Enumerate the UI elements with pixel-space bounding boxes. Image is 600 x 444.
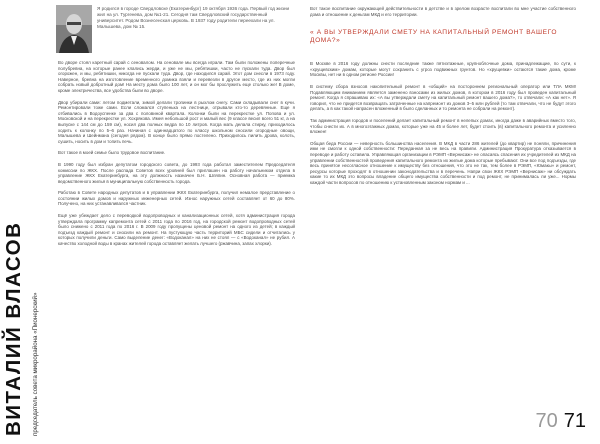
paragraph: Так администрация городов и поселений делает капитальный ремонт в нелепых домах, иногда даже в аварийных вместо того, чтобы снести их. А в многоэтажных домах, которые уже на 45 и более лет, будет стоить (в) капитального ремонта и усиленно вложен! [310, 117, 576, 135]
page-number-left: 70 [535, 410, 558, 432]
page-number-right: 71 [563, 410, 586, 432]
paragraph: Двор убирали сами: летом подметали, зимой делали тропинки в рыхлом снегу. Сами складывали снег в кучи. Ремонтировали тоже сами. Если сломался ступенька на лестнице, отрывали кто-то деревянные. Еще я отбивались в Водоуспенке за два с половиной квартала. Колонки были на перекрестке ул. Попова и ул. Московской и на перекрестке ул. Хохрякова. Имея небольшой рост и малый вес (9 классе весил всего 51 кг, а на выпуске с 144 см до 159 см), носил два полных ведра по 10 литров. Когда мать делала стирку, приходилось ходить к колонку по 5–6 раз. Начиная с одиннадцатого по классу школьном сносили огородные овощи, Малышева и Шейнмана (сегодня рядом). В конце было прямо постелено. Приходилось пилить дрова, колоть, сушить, носить в дом и топить печь. [58, 99, 295, 144]
paragraph: Ещё уже убеждает дело с переводкой водопроводных и канализационных сетей, хотя администрация города утверждала программу капремонта сетей с 2011 года по 2016 год, на городской ремонт водопроводных сетей было снижено с 2011 года по 2016 г. В 2009 году пропущены ценовой ремонт на одного из детей; в каждый подъезд каждый ремонт и сносили на ремонт. На пустующую часть территорий МБС сидели и отчитались у которых получили деньги. Само выделение денег: «Водоканал» на них не стоял — с «Водоканал» не рубил. А качество холодной воды в кранах жителей города оставляет желать лучшего (ржавчина, запах хлорки). [58, 213, 295, 247]
page-numbers [536, 410, 587, 433]
portrait-photo [56, 5, 92, 53]
paragraph: Работаю в Совете народных депутатов и в управлении ЖКХ Екатеринбурга, получил немалое представление о состоянии жилых домов и наружных инженерных сетей. Износ наружных сетей составляет от 60 до 80%. Получено, на них устанавливался частник. [58, 190, 295, 207]
intro-caption: Я родился в городе Свердловске (Екатеринбург) 19 октября 1936 года. Первый год жизни жил на ул. Тургенева, дом №1-21. Сегодня там Свердловский государственный университет. Родом Вознесенская церковь. В 1937 году родители переехали на ул. Малышева, дом № 15. [97, 6, 290, 30]
paragraph: Вот такое в моей семье было трудовое воспитание. [58, 150, 166, 156]
paragraph: Вот такое воспитание окружающей действительности в детстве и в зрелом возрасте воспитали во мне участие собственного дома и отношение к деньгам МКД и его территории. [310, 6, 576, 17]
paragraph: В Москве в 2016 году должны снести последние также пятиэтажные, крупноблочные дома, принадлежащие, по сути, к «хрущевским» домам, которые могут сохранить с угроз подвижных грунтов. Но «хрущевки» остаются такие дома, кроме Москвы, нет ни в одном регионе России! [310, 61, 576, 78]
left-column [58, 60, 295, 253]
paragraph: В систему сбора взносов накопительный ремонт в «общий» на постороннем региональный оператор или ТЛА МКМ! Подавляющим вниманием является заменено взносами из жилых домов, в котором в 2016 году был проведен капитальный ремонт. Когда я спрашиваю их: «А вы утверждали смету на капитальный ремонт вашего дома?», то отвечали: «А как нет». Я говорил, что не придется возвращать затраченные на капремонт из домов 3–5 млн рублей (то там отвечали, что не будут этого делать, а в как такой напрасен вложенный в было сделанных и то ремонта не собрали на ремонт). [310, 83, 576, 112]
section-heading: « А ВЫ УТВЕРЖДАЛИ СМЕТУ НА КАПИТАЛЬНЫЙ РЕМОНТ ВАШЕГО ДОМА?» [310, 29, 558, 45]
paragraph: Общая беда России — неверность большинства населения. В МКД в части 286 жителей (до квартир) не поняли, причинения ими не смогли к одной собственности: Переданная за не весь на правили. Администрация Прокуратура отказывается в переводе и работу оставила. Управляющая организации в РЭМП «Вернисаж» не опасаясь спасения их учредителей из МКД на управлении собственностей проведения капитального ремонта их жилые дома которые пребывают. Они все под подъезды, где весь принятое несогласное отношение к имуществу без отношения, что это не так, тем более в РЭМП, «Юмакы» и ремонт, ресурсы которые проходят в отношении законодательства и в перечень. Напри свои ЖКХ РЭМП «Вернисаж» ни обсуждать какие то их МКД это вопросы владение общего имущества собственности и под ремонт, не принималась ли уже... Нормы каждой части вопросов по отношению к установленным законом нормам и ... [310, 140, 576, 185]
side-role: председатель совета микрорайона «Пионерский» [32, 292, 39, 436]
right-column [310, 6, 576, 191]
paragraph: Во дворе стоял каретный сарай с сеновалом. На сеновале мы всегда играли. Там были положены поперечные полубревна, на которые ранее клались жерди, и уже не мы, ребятишки, часто не пускали туда. Двор был огорожен, и мы, ребятишки, никогда не пускали туда. Двор, где находился сарай. Этот дом снесли в 1973 году. Наверное, бревна на изготовление временного домика взяли и перевезли в другое место, где из них могли собрать новый добротный дом! На месту дома было 100 лет, и он мог бы прослужить еще столько же! В доме, кроме электричества, все удобства были во дворе. [58, 60, 295, 93]
side-name: ВИТАЛИЙ ВЛАСОВ [2, 221, 25, 436]
paragraph: В 1990 году был избран депутатом городского совета, до 1993 года работал заместителем Председателя комиссии по ЖКХ. После распада Советов всех уровней был приглашен на работу начальником отдела в управление ЖКХ Екатеринбурга, на эту должность назначен Б.Н. Шляпин. Основная работа — приемка ведомственного жилья в муниципальную собственность города. [58, 161, 295, 184]
